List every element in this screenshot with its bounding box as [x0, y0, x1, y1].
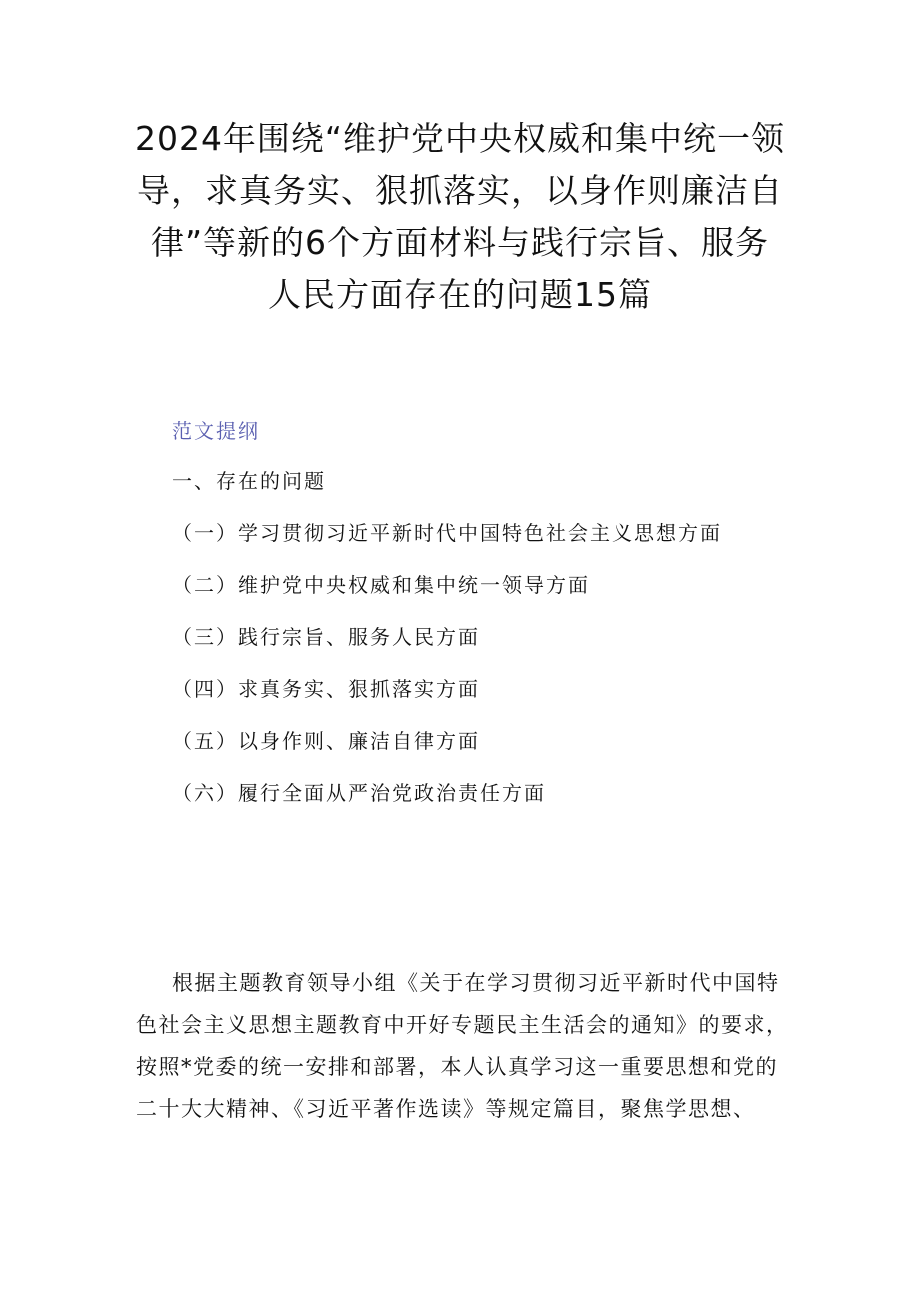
document-title	[120, 113, 800, 321]
outline-list	[172, 466, 722, 830]
outline-item-4: （四）求真务实、狠抓落实方面	[172, 677, 480, 701]
outline-item-1: （一）学习贯彻习近平新时代中国特色社会主义思想方面	[172, 521, 722, 545]
title-line-1: 2024年围绕“维护党中央权威和集中统一领	[134, 119, 786, 158]
outline-heading: 范文提纲	[172, 419, 260, 443]
body-line-4: 二十大大精神、《习近平著作选读》等规定篇目，聚焦学思想、	[136, 1097, 756, 1121]
body-line-2: 色社会主义思想主题教育中开好专题民主生活会的通知》的要求，	[136, 1013, 789, 1037]
body-line-3: 按照*党委的统一安排和部署，本人认真学习这一重要思想和党的	[136, 1055, 778, 1079]
outline-item-5: （五）以身作则、廉洁自律方面	[172, 729, 480, 753]
outline-item-2: （二）维护党中央权威和集中统一领导方面	[172, 573, 590, 597]
outline-item-6: （六）履行全面从严治党政治责任方面	[172, 781, 546, 805]
body-line-1: 根据主题教育领导小组《关于在学习贯彻习近平新时代中国特	[172, 971, 780, 995]
outline-item-3: （三）践行宗旨、服务人民方面	[172, 625, 480, 649]
title-line-2: 导，求真务实、狠抓落实，以身作则廉洁自	[137, 171, 783, 210]
outline-section-title: 一、存在的问题	[172, 469, 326, 493]
title-line-3: 律”等新的6个方面材料与践行宗旨、服务	[150, 223, 770, 262]
title-line-4: 人民方面存在的问题15篇	[268, 275, 652, 314]
body-paragraph	[136, 962, 792, 1130]
